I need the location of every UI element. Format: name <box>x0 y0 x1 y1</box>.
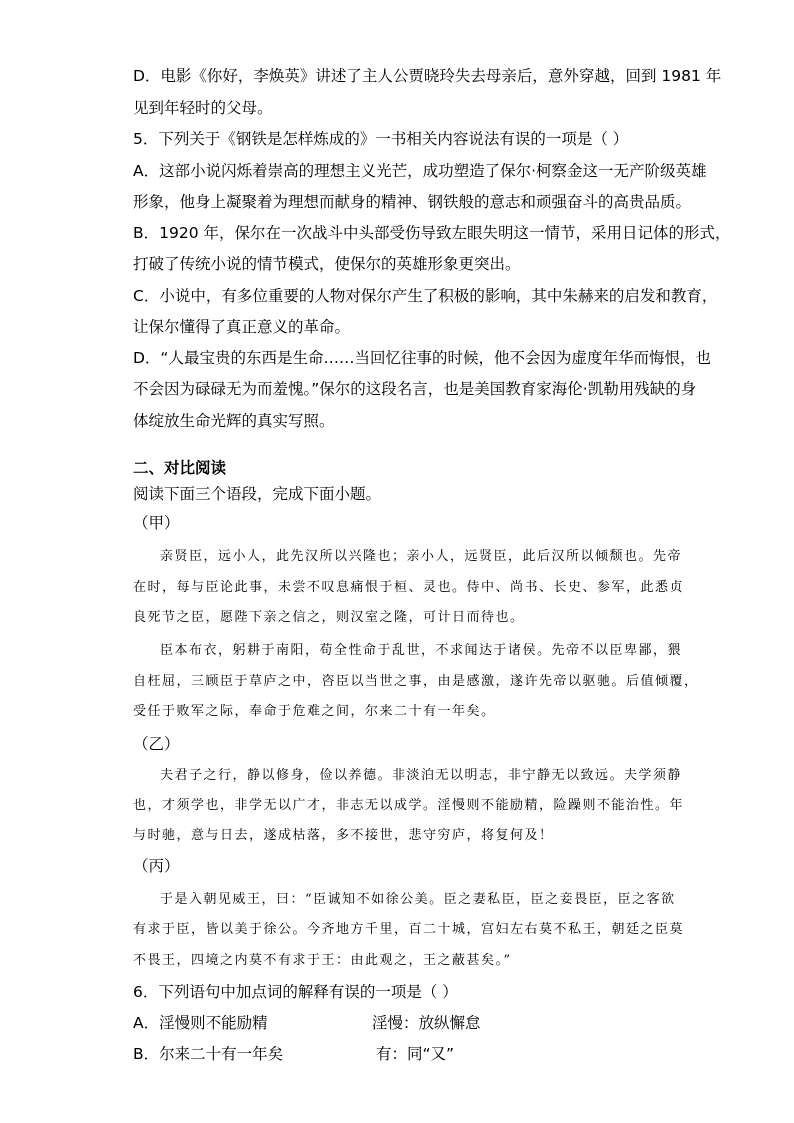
q5-option-a-line1: A．这部小说闪烁着崇高的理想主义光芒，成功塑造了保尔·柯察金这一无产阶级英雄 <box>133 162 707 180</box>
passage-jia-p2-line2: 自枉屈，三顾臣于草庐之中，咨臣以当世之事，由是感激，遂许先帝以驱驰。后值倾覆， <box>133 674 699 689</box>
q6-option-a-gloss: 淫慢：放纵懈怠 <box>372 1014 481 1032</box>
q4-option-d-line2: 见到年轻时的父母。 <box>133 99 273 117</box>
q5-option-b-line1: B．1920 年，保尔在一次战斗中头部受伤导致左眼失明这一情节，采用日记体的形式， <box>133 224 731 242</box>
section2-heading: 二、对比阅读 <box>133 459 227 477</box>
passage-jia-p1-line1: 亲贤臣，远小人，此先汉所以兴隆也；亲小人，远贤臣，此后汉所以倾颓也。先帝 <box>160 549 683 564</box>
passage-yi-line2: 也，才须学也，非学无以广才，非志无以成学。淫慢则不能励精，险躁则不能治性。年 <box>133 798 685 813</box>
q5-option-d-line2: 不会因为碌碌无为而羞愧。”保尔的这段名言，也是美国教育家海伦·凯勒用残缺的身 <box>133 380 697 398</box>
q6-option-b-sentence: B．尔来二十有一年矣 <box>133 1045 284 1063</box>
passage-yi-line1: 夫君子之行，静以修身，俭以养德。非淡泊无以明志，非宁静无以致远。夫学须静 <box>160 768 683 783</box>
passage-yi-line3: 与时驰，意与日去，遂成枯落，多不接世，悲守穷庐，将复何及！ <box>133 828 554 843</box>
passage-bing-line2: 有求于臣，皆以美于徐公。今齐地方千里，百二十城，宫妇左右莫不私王，朝廷之臣莫 <box>133 922 685 937</box>
q5-option-b-line2: 打破了传统小说的情节模式，使保尔的英雄形象更突出。 <box>133 255 521 273</box>
q4-option-d-line1: D．电影《你好，李焕英》讲述了主人公贾晓玲失去母亲后，意外穿越，回到 1981 年 <box>133 67 722 85</box>
q5-option-d-line1: D．“人最宝贵的东西是生命……当回忆往事的时候，他不会因为虚度年华而悔恨，也 <box>133 349 711 367</box>
q6-option-a-sentence: A．淫慢则不能励精 <box>133 1014 268 1032</box>
passage-yi-label: （乙） <box>133 735 180 753</box>
passage-bing-label: （丙） <box>133 857 180 875</box>
passage-bing-line3: 不畏王，四境之内莫不有求于王：由此观之，王之蔽甚矣。” <box>133 953 512 968</box>
q5-option-c-line1: C．小说中，有多位重要的人物对保尔产生了积极的影响，其中朱赫来的启发和教育， <box>133 287 718 305</box>
q6-option-b-gloss: 有：同“又” <box>376 1045 455 1063</box>
q6-stem: 6．下列语句中加点词的解释有误的一项是（ ） <box>133 983 458 1001</box>
passage-bing-line1: 于是入朝见威王，曰：“臣诚知不如徐公美。臣之妻私臣，臣之妾畏臣，臣之客欲 <box>160 892 676 907</box>
passage-jia-p1-line2: 在时，每与臣论此事，未尝不叹息痛恨于桓、灵也。侍中、尚书、长史、参军，此悉贞 <box>133 580 685 595</box>
section2-instruction: 阅读下面三个语段，完成下面小题。 <box>133 485 382 503</box>
passage-jia-p1-line3: 良死节之臣，愿陛下亲之信之，则汉室之隆，可计日而待也。 <box>133 610 525 625</box>
q5-option-d-line3: 体绽放生命光辉的真实写照。 <box>133 412 335 430</box>
passage-jia-p2-line1: 臣本布衣，躬耕于南阳，苟全性命于乱世，不求闻达于诸侯。先帝不以臣卑鄙，猥 <box>160 643 683 658</box>
q5-option-a-line2: 形象，他身上凝聚着为理想而献身的精神、钢铁般的意志和顽强奋斗的高贵品质。 <box>133 193 692 211</box>
q5-stem: 5．下列关于《钢铁是怎样炼成的》一书相关内容说法有误的一项是（ ） <box>133 130 629 148</box>
q5-option-c-line2: 让保尔懂得了真正意义的革命。 <box>133 318 351 336</box>
passage-jia-label: （甲） <box>133 514 180 532</box>
passage-jia-p2-line3: 受任于败军之际，奉命于危难之间，尔来二十有一年矣。 <box>133 704 496 719</box>
